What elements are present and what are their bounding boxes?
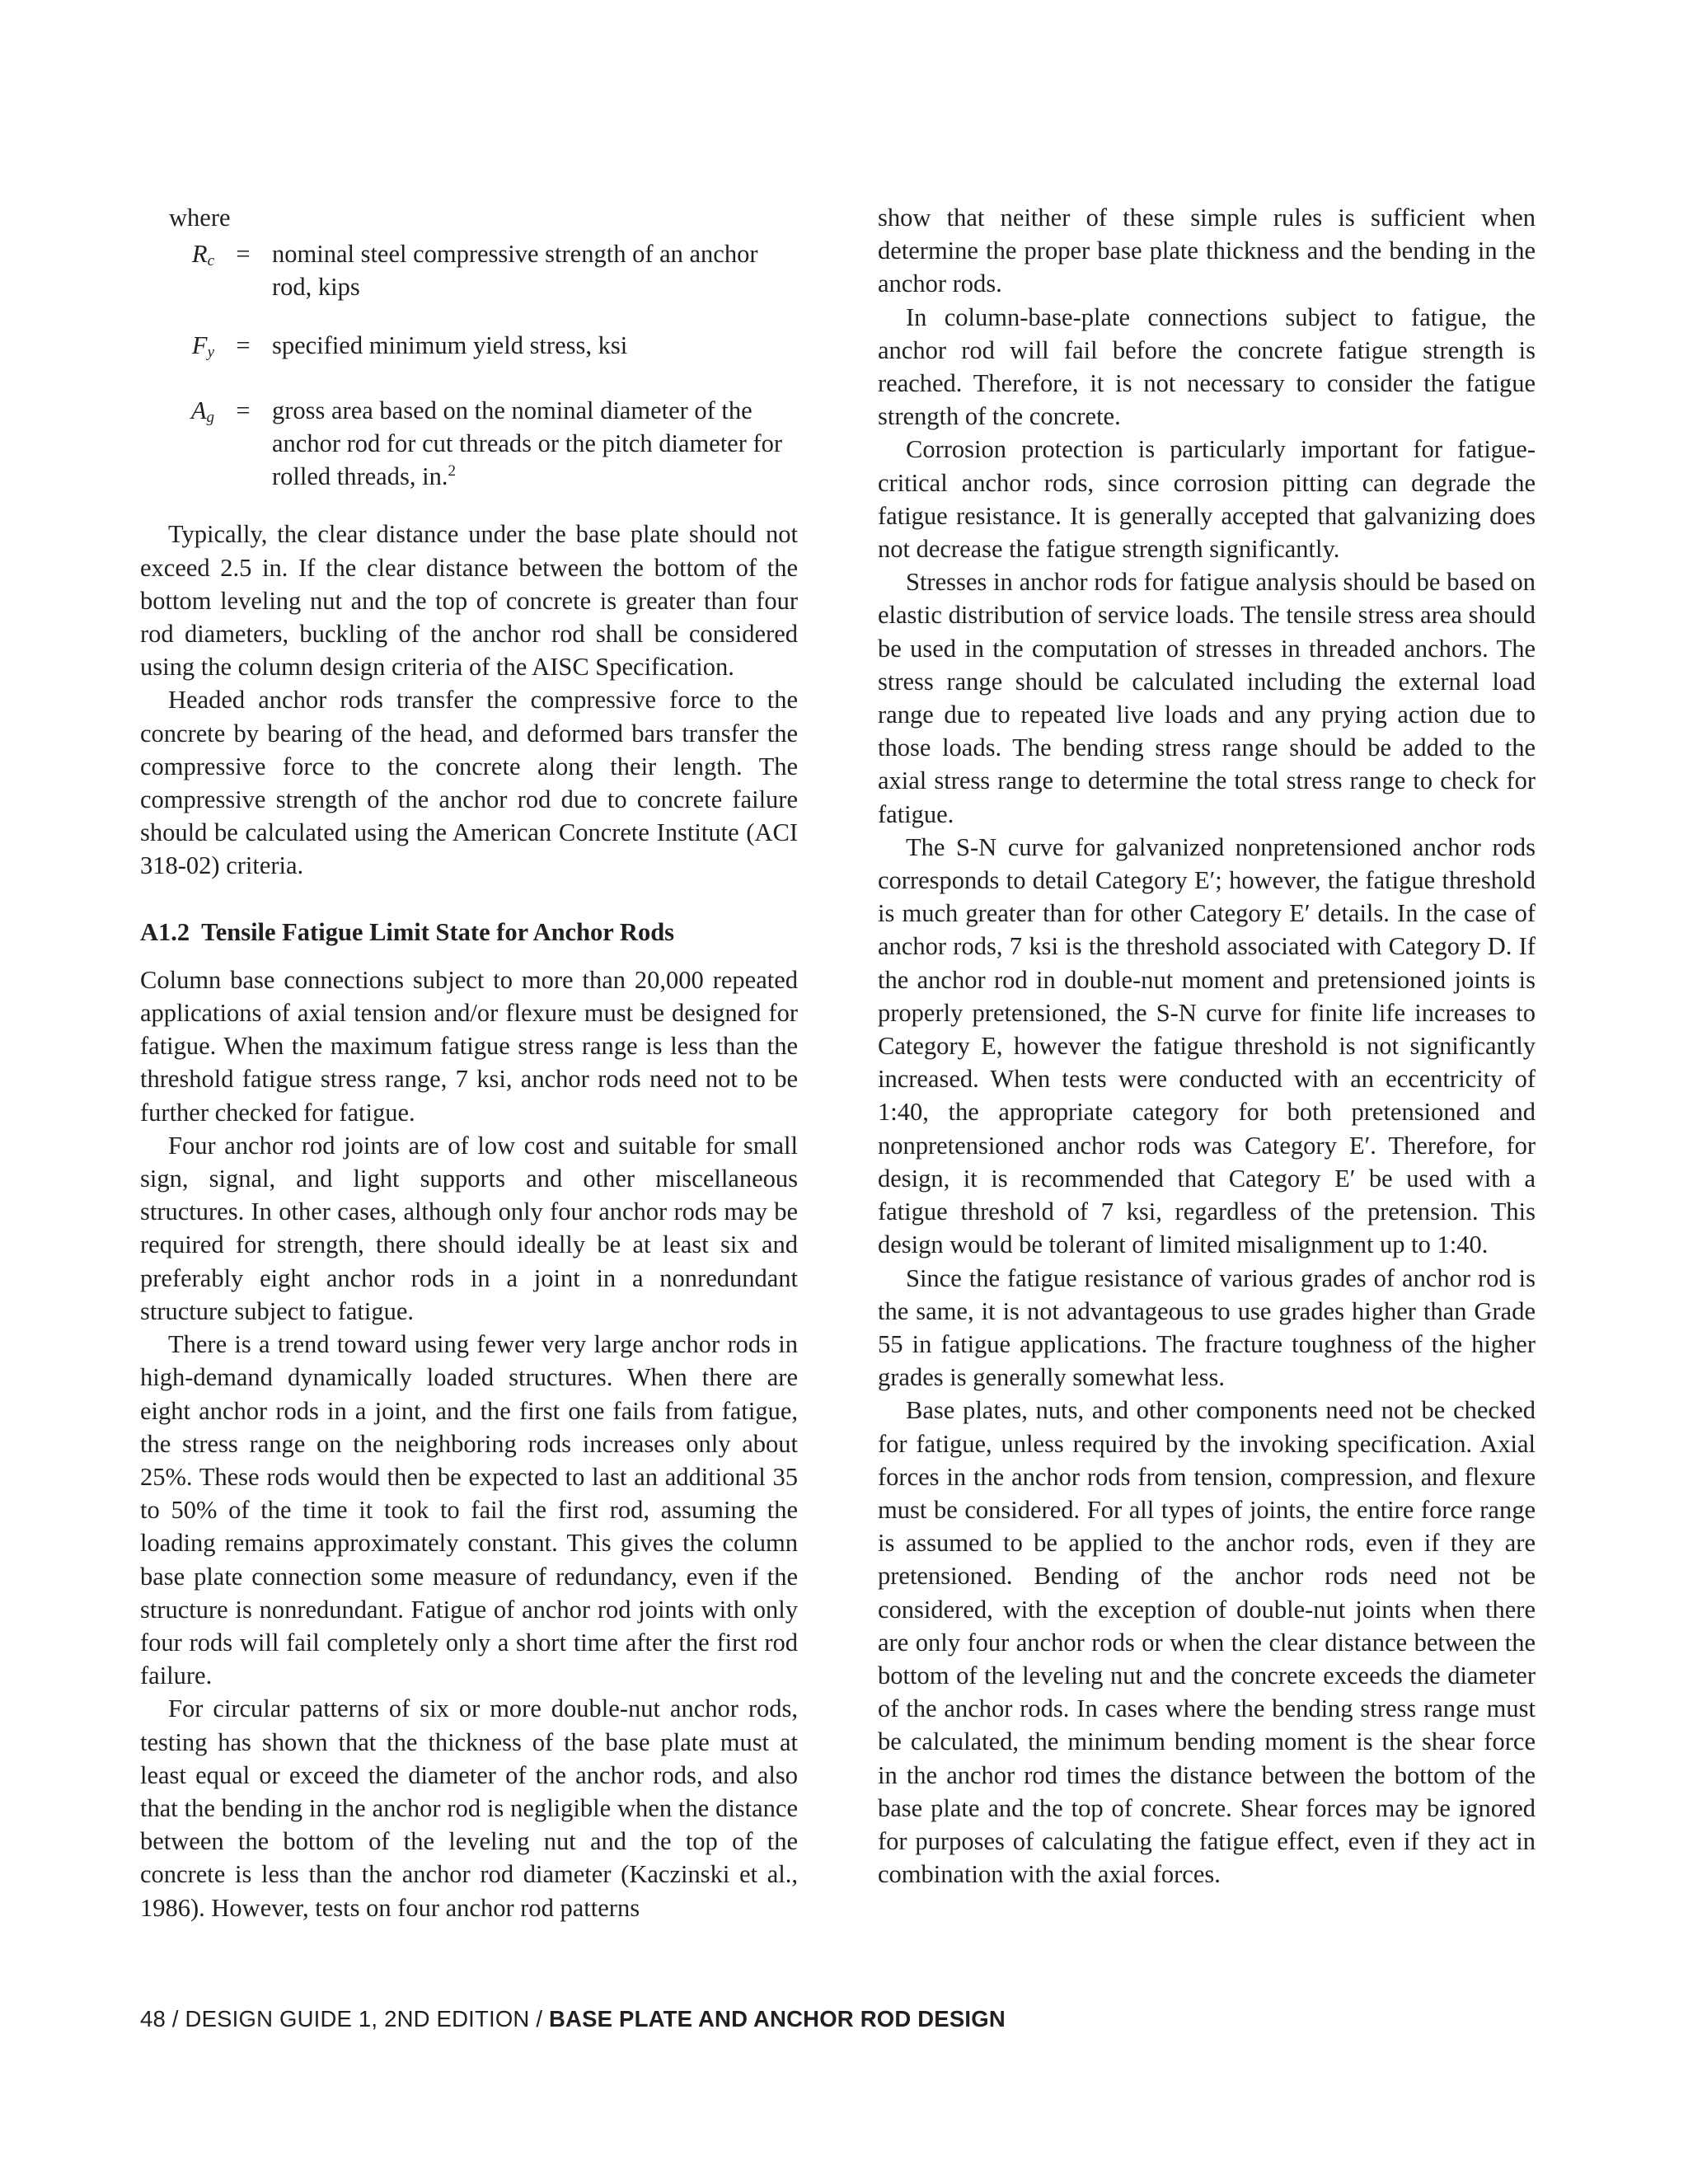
definition-equals: = [236, 396, 251, 424]
body-paragraph: Corrosion protection is particularly important for fatigue-critical anchor rods, since corrosion pitting can degrade the fatigue resistance. It is generally accepted that galvanizing does not decrease the fatigue strength significantly. [878, 435, 1536, 564]
body-paragraph: Typically, the clear distance under the base plate should not exceed 2.5 in. If the clear distance between the bottom of the bottom leveling nut and the top of concrete is greater than four rod diameters, buckling of the anchor rod shall be considered using the column design criteria of the AISC Specification. [140, 520, 798, 682]
definition-text: gross area based on the nominal diameter of the anchor rod for cut threads or the pitch diameter for rolled threads, in.$^2$ [272, 396, 783, 491]
body-paragraph: The S-N curve for galvanized nonpretensioned anchor rods corresponds to detail Category E′; however, the fatigue threshold is much greater than for other Category E′ details. In the case of anchor rods, 7 ksi is the threshold associated with Category D. If the anchor rod in double-nut moment and pretensioned joints is properly pretensioned, the S-N curve for finite life increases to Category E, however the fatigue threshold is not significantly increased. When tests were conducted with an eccentricity of 1:40, the appropriate category for both pretensioned and nonpretensioned anchor rods was Category E′. Therefore, for design, it is recommended that Category E′ be used with a fatigue threshold of 7 ksi, regardless of the pretension. This design would be tolerant of limited misalignment up to 1:40. [878, 832, 1536, 1259]
body-paragraph: In column-base-plate connections subject to fatigue, the anchor rod will fail before the concrete fatigue strength is reached. Therefore, it is not necessary to consider the fatigue strength of the concrete. [878, 302, 1536, 431]
section-title: Tensile Fatigue Limit State for Anchor Rods [201, 917, 675, 946]
body-paragraph: Stresses in anchor rods for fatigue analysis should be based on elastic distribution of service loads. The tensile stress area should be used in the computation of stresses in threaded anchors. The stress range should be calculated including the external load range due to repeated live loads and any prying action due to those loads. The bending stress range should be added to the axial stress range to determine the total stress range to check for fatigue. [878, 568, 1536, 828]
body-paragraph: Four anchor rod joints are of low cost and suitable for small sign, signal, and light supports and other miscellaneous structures. In other cases, although only four anchor rods may be required for strength, there should ideally be at least six and preferably eight anchor rods in a joint in a nonredundant structure subject to fatigue. [140, 1131, 798, 1325]
body-paragraph: Base plates, nuts, and other components need not be checked for fatigue, unless required by the invoking specification. Axial forces in the anchor rods from tension, compression, and flexure must be considered. For all types of joints, the entire force range is assumed to be applied to the anchor rods, even if they are pretensioned. Bending of the anchor rods need not be considered, with the exception of double-nut joints when there are only four anchor rods or when the clear distance between the bottom of the leveling nut and the concrete exceeds the diameter of the anchor rods. In cases where the bending stress range must be calculated, the minimum bending moment is the shear force in the anchor rod times the distance between the bottom of the base plate and the top of concrete. Shear forces may be ignored for purposes of calculating the fatigue effect, even if they act in combination with the axial forces. [878, 1396, 1536, 1889]
definition-symbol: $F_y$ [191, 330, 214, 361]
where-label: where [169, 204, 231, 232]
definition-text: specified minimum yield stress, ksi [272, 330, 628, 359]
section-heading [140, 916, 798, 949]
definition-equals: = [236, 240, 251, 269]
left-column [140, 201, 798, 1924]
definition-symbol: $R_c$ [191, 240, 214, 270]
section-number: A1.2 [140, 917, 190, 946]
footer-title: BASE PLATE AND ANCHOR ROD DESIGN [549, 2006, 1006, 2032]
body-paragraph: Since the fatigue resistance of various grades of anchor rod is the same, it is not advantageous to use grades higher than Grade 55 in fatigue applications. The fracture toughness of the higher grades is generally somewhat less. [878, 1263, 1536, 1392]
page-footer [140, 2006, 1006, 2032]
definition-ag [140, 394, 798, 494]
definition-symbol: $A_g$ [190, 396, 214, 426]
continued-paragraph: show that neither of these simple rules is sufficient when determine the proper base plate thickness and the bending in the anchor rods. [878, 204, 1536, 298]
body-paragraph: For circular patterns of six or more double-nut anchor rods, testing has shown that the thickness of the base plate must at least equal or exceed the diameter of the anchor rods, and also that the bending in the anchor rod is negligible when the distance between the bottom of the leveling nut and the top of the concrete is less than the anchor rod diameter (Kaczinski et al., 1986). However, tests on four anchor rod patterns [140, 1694, 798, 1922]
definition-equals: = [236, 330, 251, 359]
body-paragraph: Column base connections subject to more than 20,000 repeated applications of axial tension and/or flexure must be designed for fatigue. When the maximum fatigue stress range is less than the threshold fatigue stress range, 7 ksi, anchor rods need not to be further checked for fatigue. [140, 965, 798, 1127]
definition-text: nominal steel compressive strength of an anchor rod, kips [272, 240, 758, 302]
right-column [878, 201, 1536, 1891]
body-paragraph: There is a trend toward using fewer very large anchor rods in high-demand dynamically loaded structures. When there are eight anchor rods in a joint, and the first one fails from fatigue, the stress range on the neighboring rods increases only about 25%. These rods would then be expected to last an additional 35 to 50% of the time it took to fail the first rod, assuming the loading remains approximately constant. This gives the column base plate connection some measure of redundancy, even if the structure is nonredundant. Fatigue of anchor rod joints with only four rods will fail completely only a short time after the first rod failure. [140, 1330, 798, 1690]
body-paragraph: Headed anchor rods transfer the compressive force to the concrete by bearing of the head, and deformed bars transfer the compressive force to the concrete along their length. The compressive strength of the anchor rod due to concrete failure should be calculated using the American Concrete Institute (ACI 318-02) criteria. [140, 686, 798, 880]
footer-page-info: 48 / DESIGN GUIDE 1, 2ND EDITION / [140, 2006, 549, 2032]
definition-rc [140, 237, 798, 303]
definition-fy [140, 329, 798, 369]
